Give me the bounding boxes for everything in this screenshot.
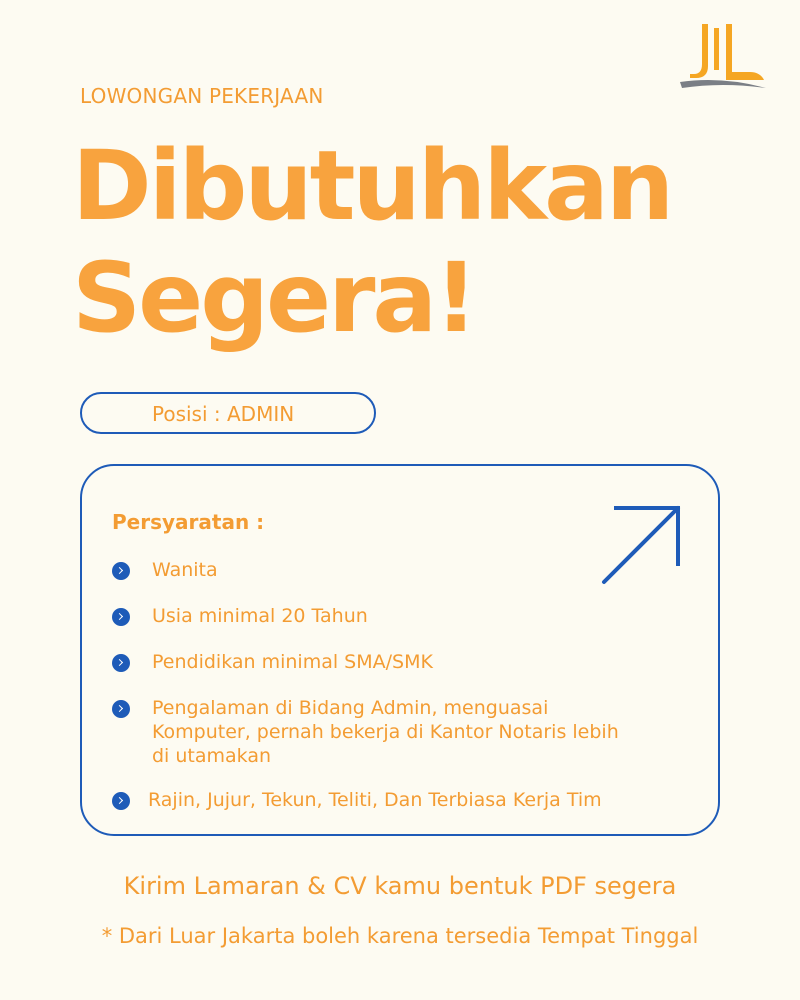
headline-line-2: Segera!: [72, 242, 475, 354]
logo-letter-i: [714, 28, 719, 70]
position-pill: [80, 392, 376, 434]
chevron-right-icon: [112, 608, 130, 626]
logo-letter-l: [726, 24, 764, 80]
requirement-text: Rajin, Jujur, Tekun, Teliti, Dan Terbiasa Kerja Tim: [148, 789, 602, 811]
headline: [72, 130, 671, 354]
requirement-text: Pengalaman di Bidang Admin, menguasai Komputer, pernah bekerja di Kantor Notaris lebih di utamakan: [152, 697, 619, 767]
position-label: Posisi : ADMIN: [152, 402, 295, 426]
chevron-right-icon: [112, 562, 130, 580]
requirement-text: Wanita: [152, 559, 218, 581]
chevron-right-icon: [112, 654, 130, 672]
requirements-card: [80, 464, 720, 836]
send-application-note: Kirim Lamaran & CV kamu bentuk PDF segera: [123, 872, 677, 900]
requirements-title: Persyaratan :: [112, 510, 265, 534]
chevron-right-icon: [112, 700, 130, 718]
logo-swoosh: [680, 80, 766, 88]
logo-letter-j: [690, 24, 708, 78]
eyebrow-label: LOWONGAN PEKERJAAN: [80, 84, 324, 108]
accommodation-note: * Dari Luar Jakarta boleh karena tersedia Tempat Tinggal: [101, 924, 699, 948]
chevron-right-icon: [112, 792, 130, 810]
jl-logo: [676, 18, 768, 92]
requirement-text: Usia minimal 20 Tahun: [152, 605, 368, 627]
requirement-text: Pendidikan minimal SMA/SMK: [152, 651, 433, 673]
headline-line-1: Dibutuhkan: [72, 130, 672, 242]
